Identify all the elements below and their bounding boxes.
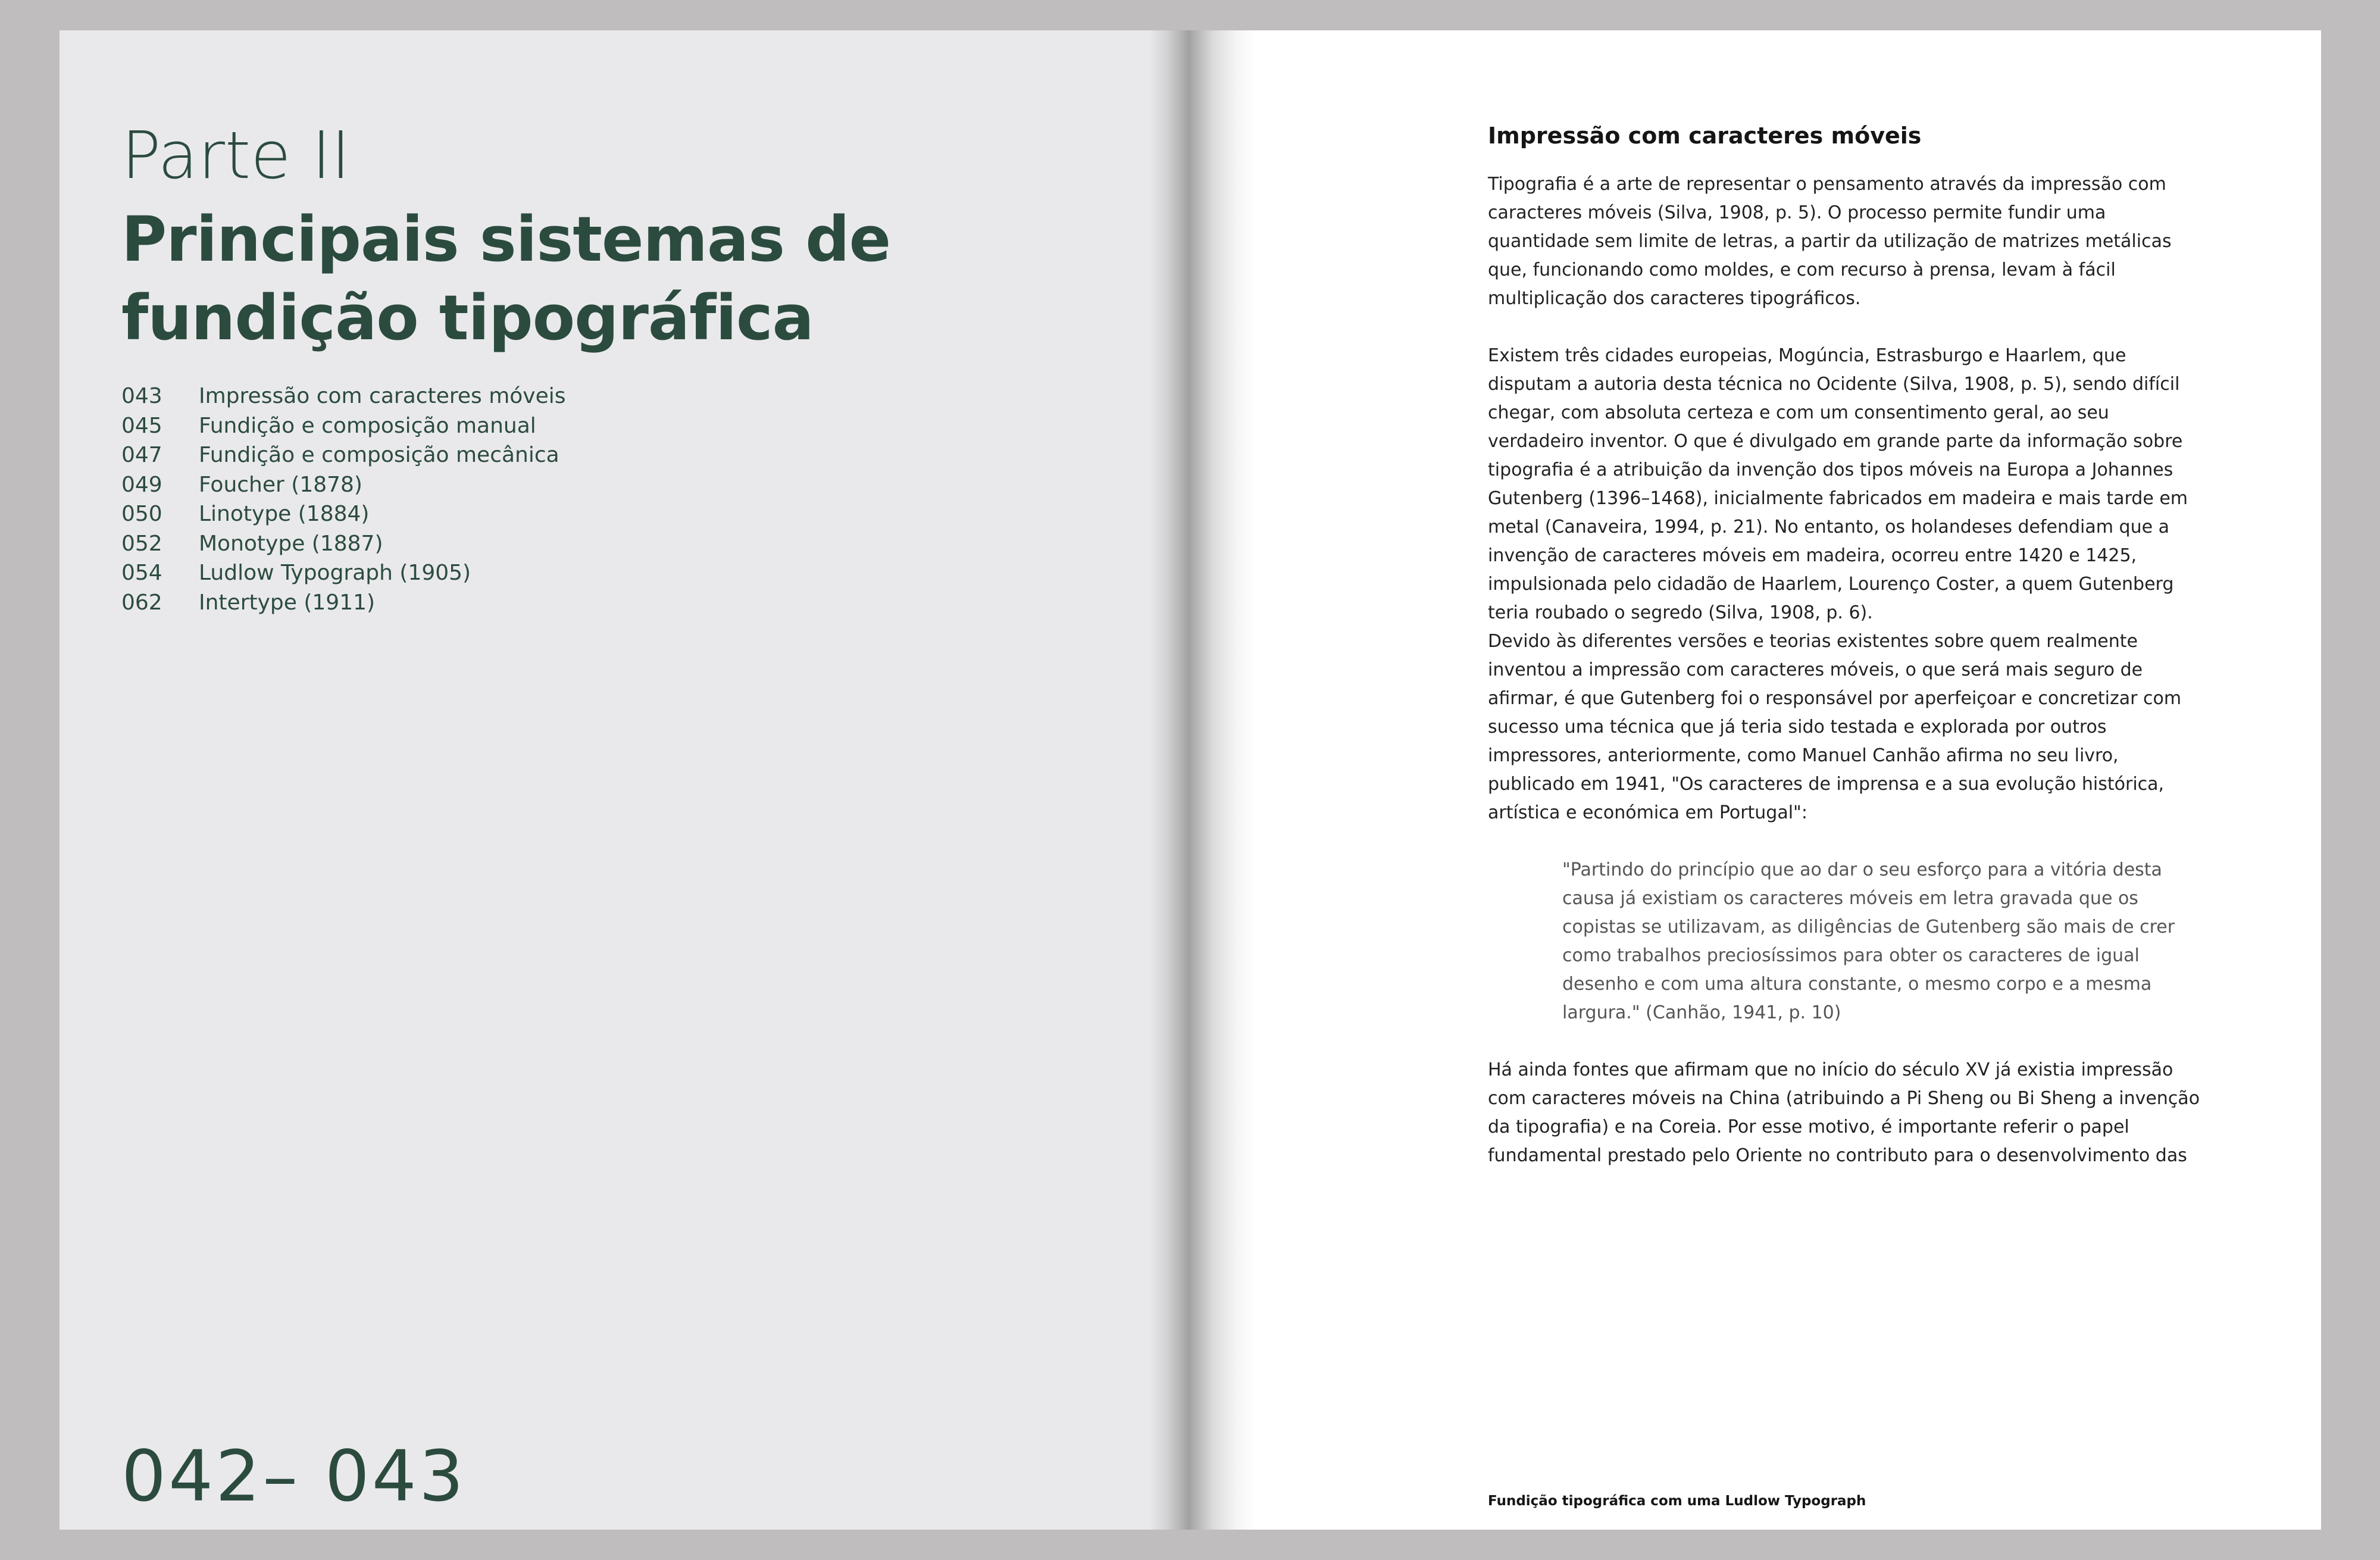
toc-entry [121, 440, 895, 470]
article-title: Impressão com caracteres móveis [1488, 123, 1922, 149]
article-body [1488, 123, 2208, 1170]
section-title: Principais sistemas de fundição tipográfica [121, 203, 891, 355]
toc-title: Linotype (1884) [199, 502, 370, 526]
gutter-shadow [1149, 30, 1190, 1530]
paragraph: Tipografia é a arte de representar o pensamento através da impressão com caracteres móveis (Silva, 1908, p. 5). O processo permite fundir uma quantidade sem limite de letras, a partir da utilização de matrizes metálicas que, funcionando como moldes, e com recurso à prensa, levam à fácil multiplicação dos caracteres tipográficos. [1488, 174, 2172, 309]
part-label: Parte II [121, 117, 351, 193]
paragraph: Devido às diferentes versões e teorias existentes sobre quem realmente inventou a impressão com caracteres móveis, o que será mais seguro de afirmar, é que Gutenberg foi o responsável por aperfeiçoar e concretizar com sucesso uma técnica que já teria sido testada e explorada por outros impressores, anteriormente, como Manuel Canhão afirma no seu livro, publicado em 1941, "Os caracteres de imprensa e a sua evolução histórica, artística e económica em Portugal": [1488, 631, 2182, 823]
toc-page-number: 045 [121, 413, 162, 438]
gutter-shadow [1190, 30, 1256, 1530]
toc-page-number: 052 [121, 531, 162, 556]
toc-title: Fundição e composição manual [199, 413, 536, 438]
table-of-contents [121, 382, 895, 617]
toc-title: Impressão com caracteres móveis [199, 384, 566, 408]
toc-title: Monotype (1887) [199, 531, 383, 556]
toc-page-number: 050 [121, 502, 162, 526]
left-page [60, 30, 1190, 1530]
footer-caption: Fundição tipográfica com uma Ludlow Typograph [1488, 1493, 1866, 1509]
toc-entry [121, 382, 895, 411]
toc-entry [121, 558, 895, 588]
toc-page-number: 047 [121, 443, 162, 467]
toc-title: Ludlow Typograph (1905) [199, 561, 471, 585]
toc-page-number: 062 [121, 590, 162, 615]
paragraph-spacer [1488, 1027, 2208, 1056]
toc-page-number: 049 [121, 472, 162, 497]
toc-page-number: 043 [121, 384, 162, 408]
toc-title: Foucher (1878) [199, 472, 362, 497]
toc-entry [121, 470, 895, 500]
paragraph-spacer [1488, 313, 2208, 342]
book-spread [60, 30, 2321, 1530]
toc-entry [121, 499, 895, 529]
right-page [1190, 30, 2321, 1530]
toc-page-number: 054 [121, 561, 162, 585]
toc-entry [121, 411, 895, 441]
block-quote: "Partindo do princípio que ao dar o seu esforço para a vitória desta causa já existiam os caracteres móveis em letra gravada que os copistas se utilizavam, as diligências de Gutenberg são mais de crer como trabalhos preciosíssimos para obter os caracteres de igual desenho e com uma altura constante, o mesmo corpo e a mesma largura." (Canhão, 1941, p. 10) [1562, 859, 2175, 1023]
paragraph: Há ainda fontes que afirmam que no início do século XV já existia impressão com caracteres móveis na China (atribuindo a Pi Sheng ou Bi Sheng a invenção da tipografia) e na Coreia. Por esse motivo, é importante referir o papel fundamental prestado pelo Oriente no contributo para o desenvolvimento das [1488, 1059, 2200, 1166]
toc-title: Intertype (1911) [199, 590, 376, 615]
paragraph: Existem três cidades europeias, Mogúncia, Estrasburgo e Haarlem, que disputam a autoria desta técnica no Ocidente (Silva, 1908, p. 5), sendo difícil chegar, com absoluta certeza e com um consentimento geral, ao seu verdadeiro inventor. O que é divulgado em grande parte da informação sobre tipografia é a atribuição da invenção dos tipos móveis na Europa a Johannes Gutenberg (1396–1468), inicialmente fabricados em madeira e mais tarde em metal (Canaveira, 1994, p. 21). No entanto, os holandeses defendiam que a invenção de caracteres móveis em madeira, ocorreu entre 1420 e 1425, impulsionada pelo cidadão de Haarlem, Lourenço Coster, a quem Gutenberg teria roubado o segredo (Silva, 1908, p. 6). [1488, 345, 2188, 623]
toc-title: Fundição e composição mecânica [199, 443, 559, 467]
toc-entry [121, 529, 895, 559]
toc-entry [121, 588, 895, 618]
page-folio: 042– 043 [121, 1435, 466, 1517]
paragraph-spacer [1488, 827, 2208, 856]
